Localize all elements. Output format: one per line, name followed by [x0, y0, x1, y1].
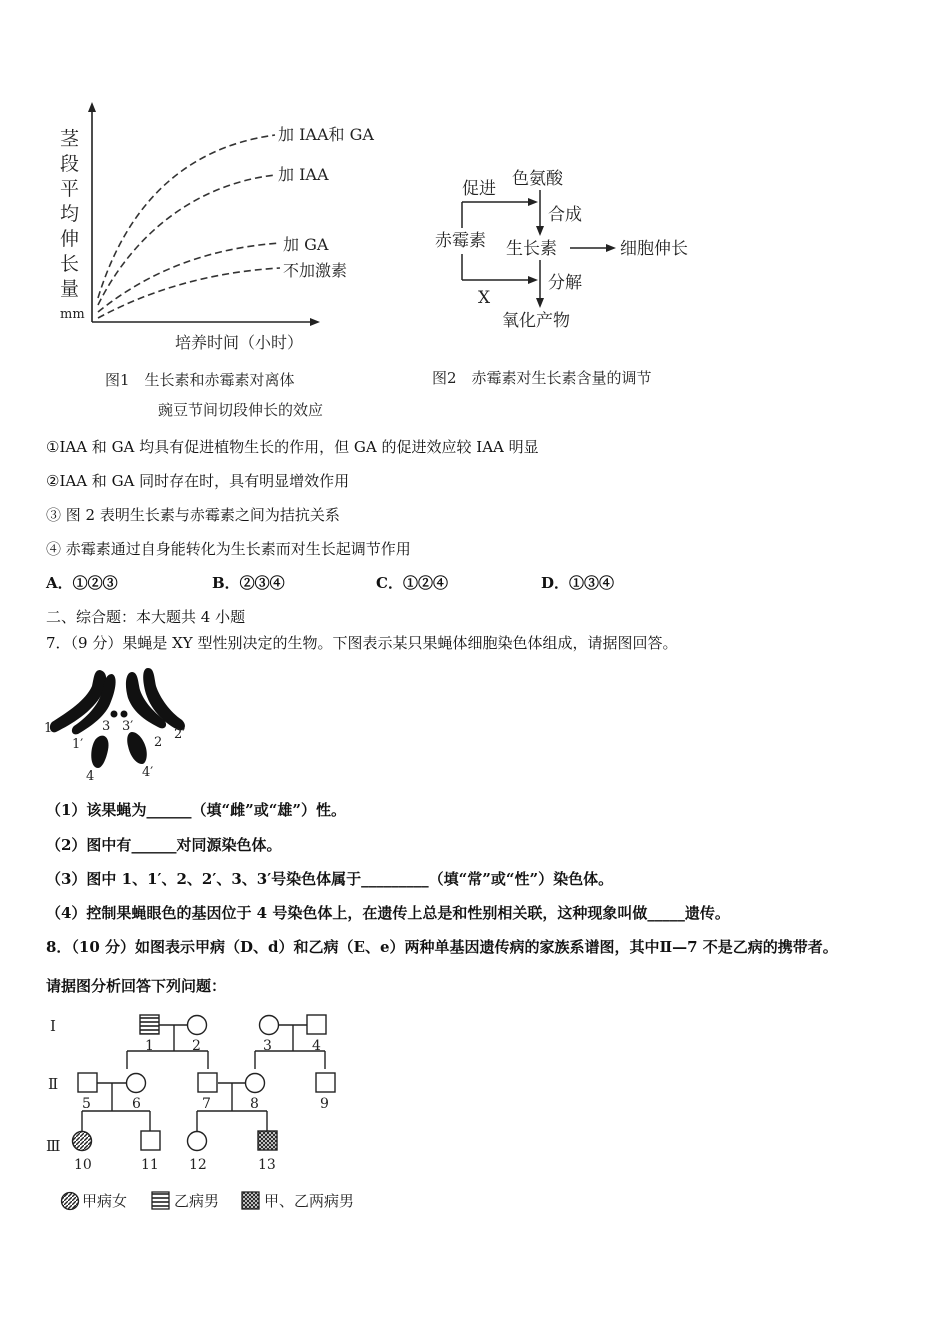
x-label: X — [478, 288, 491, 308]
generation-label: Ⅲ — [46, 1137, 61, 1155]
section-title: 二、综合题：本大题共 4 小题 — [46, 608, 246, 626]
individual-id: 4 — [312, 1038, 321, 1054]
curve-ga — [98, 243, 280, 312]
individual-9-male — [316, 1073, 335, 1092]
figure1-caption-line2: 豌豆节间切段伸长的效应 — [158, 401, 324, 419]
individual-6-female — [127, 1074, 146, 1093]
chromosome-4 — [91, 736, 108, 768]
individual-id: 12 — [189, 1157, 207, 1173]
promote-label: 促进 — [462, 179, 496, 199]
ylabel-char: 长 — [60, 253, 80, 275]
individual-1-affected-b-male — [140, 1015, 159, 1034]
statement-2: ②IAA 和 GA 同时存在时，具有明显增效作用 — [46, 472, 350, 490]
individual-13-affected-both-male — [258, 1131, 277, 1150]
statement-4: ④ 赤霉素通过自身能转化为生长素而对生长起调节作用 — [46, 540, 411, 558]
chromosome-3 — [111, 711, 118, 718]
q7-sub4: （4）控制果蝇眼色的基因位于 4 号染色体上，在遗传上总是和性别相关联，这种现象叫做_____遗传。 — [46, 904, 730, 922]
option-c[interactable]: C．①②④ — [376, 574, 448, 592]
ylabel-char: 伸 — [60, 228, 80, 250]
chromosome-label: 3′ — [122, 719, 134, 734]
individual-id: 3 — [263, 1038, 272, 1054]
tryptophan-label: 色氨酸 — [512, 169, 563, 189]
individual-id: 9 — [320, 1096, 329, 1112]
q7-sub3: （3）图中 1、1′、2、2′、3、3′号染色体属于_________（填“常”或“性”）染色体。 — [46, 870, 614, 888]
option-a[interactable]: A．①②③ — [46, 574, 118, 592]
legend-symbol-both-male — [242, 1192, 259, 1209]
pedigree-chart — [40, 1005, 370, 1220]
chromosome-label: 4 — [86, 769, 95, 784]
yunit-label: mm — [60, 307, 85, 322]
individual-3-female — [260, 1016, 279, 1035]
individual-7-male — [198, 1073, 217, 1092]
individual-id: 8 — [250, 1096, 259, 1112]
chromosome-3-prime — [121, 711, 128, 718]
figure2-regulation-diagram — [420, 160, 720, 395]
legend-label: 甲、乙两病男 — [264, 1192, 355, 1210]
chromosome-4-prime — [127, 732, 147, 764]
curve-iaa-ga — [98, 135, 275, 298]
legend-symbol-b-male — [152, 1192, 169, 1209]
individual-id: 7 — [202, 1096, 211, 1112]
gibberellin-label: 赤霉素 — [435, 231, 486, 251]
auxin-label: 生长素 — [506, 239, 557, 259]
ylabel-char: 平 — [60, 178, 80, 200]
xlabel: 培养时间（小时） — [175, 333, 304, 352]
generation-label: Ⅰ — [50, 1017, 56, 1035]
individual-id: 6 — [132, 1096, 141, 1112]
ylabel-char: 茎 — [60, 128, 80, 150]
oxidation-label: 氧化产物 — [502, 311, 570, 331]
option-d[interactable]: D．①③④ — [541, 574, 615, 592]
y-axis-arrow — [88, 102, 96, 112]
individual-12-female — [188, 1132, 207, 1151]
growth-arrowhead — [606, 244, 616, 252]
individual-11-male — [141, 1131, 160, 1150]
individual-id: 13 — [258, 1157, 276, 1173]
individual-id: 1 — [145, 1038, 154, 1054]
chromosome-1 — [50, 670, 106, 732]
chromosome-label: 2′ — [174, 727, 186, 742]
individual-5-male — [78, 1073, 97, 1092]
legend-symbol-a-female — [62, 1193, 79, 1210]
decompose-label: 分解 — [548, 273, 582, 293]
curve-label: 加 IAA和 GA — [278, 125, 374, 144]
ylabel-char: 量 — [60, 278, 80, 300]
legend-label: 甲病女 — [82, 1192, 128, 1210]
figure1-growth-chart — [40, 100, 420, 425]
option-b[interactable]: B．②③④ — [212, 574, 285, 592]
figure2-caption: 图2 赤霉素对生长素含量的调节 — [432, 369, 652, 387]
q7-stem: 7．（9 分）果蝇是 XY 型性别决定的生物。下图表示某只果蝇体细胞染色体组成，请据图回答。 — [46, 634, 678, 652]
synthesis-arrowhead — [536, 226, 544, 236]
chromosome-label: 4′ — [142, 765, 154, 780]
individual-id: 10 — [74, 1157, 92, 1173]
curve-label: 不加激素 — [283, 261, 348, 280]
q7-sub2: （2）图中有______对同源染色体。 — [46, 836, 282, 854]
individual-id: 5 — [82, 1096, 91, 1112]
chromosome-figure — [42, 660, 202, 785]
ylabel-char: 均 — [60, 203, 80, 225]
q8-stem-line1: 8．（10 分）如图表示甲病（D、d）和乙病（E、e）两种单基因遗传病的家族系谱图，其中Ⅱ—7 不是乙病的携带者。 — [46, 938, 838, 956]
individual-id: 2 — [192, 1038, 201, 1054]
curve-label: 加 IAA — [278, 165, 329, 184]
individual-10-affected-a-female — [73, 1132, 92, 1151]
q8-stem-line2: 请据图分析回答下列问题： — [46, 977, 227, 995]
chromosome-label: 3 — [102, 719, 111, 734]
individual-2-female — [188, 1016, 207, 1035]
figure1-caption-line1: 图1 生长素和赤霉素对离体 — [105, 371, 295, 389]
decompose-arrowhead — [536, 298, 544, 308]
statement-3: ③ 图 2 表明生长素与赤霉素之间为拮抗关系 — [46, 506, 340, 524]
ylabel-char: 段 — [60, 153, 80, 175]
cell-growth-label: 细胞伸长 — [620, 239, 688, 259]
chromosome-label: 1 — [44, 721, 53, 736]
generation-label: Ⅱ — [48, 1075, 59, 1093]
individual-8-female — [246, 1074, 265, 1093]
statement-1: ①IAA 和 GA 均具有促进植物生长的作用，但 GA 的促进效应较 IAA 明显 — [46, 438, 539, 456]
individual-id: 11 — [141, 1157, 159, 1173]
synthesis-label: 合成 — [548, 205, 582, 225]
chromosome-label: 1′ — [72, 737, 84, 752]
inhibit-arrowhead — [528, 276, 538, 284]
promote-arrowhead — [528, 198, 538, 206]
chromosome-label: 2 — [154, 735, 163, 750]
curve-label: 加 GA — [283, 235, 329, 254]
legend-label: 乙病男 — [174, 1192, 220, 1210]
q7-sub1: （1）该果蝇为______（填“雌”或“雄”）性。 — [46, 801, 346, 819]
x-axis-arrow — [310, 318, 320, 326]
curve-iaa — [98, 175, 275, 305]
individual-4-male — [307, 1015, 326, 1034]
